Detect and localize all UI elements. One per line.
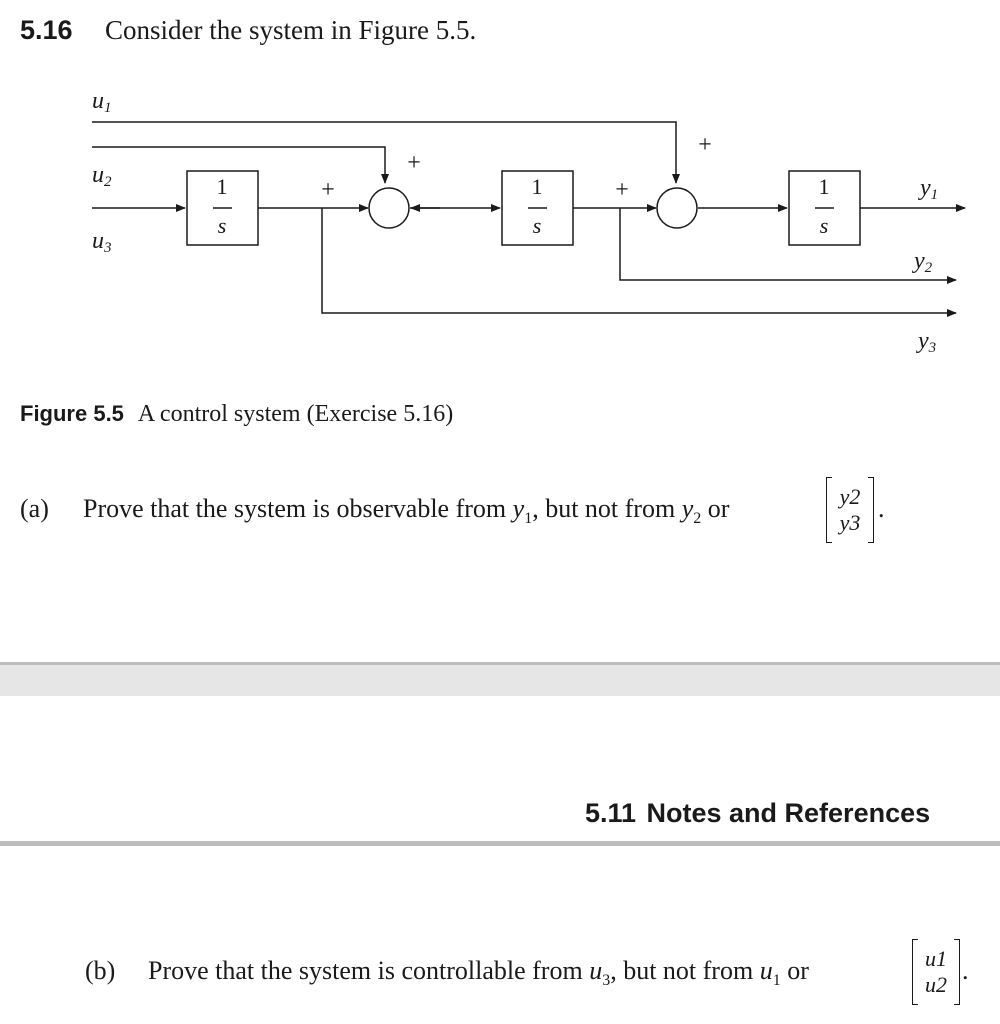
block2-numerator: 1 xyxy=(531,174,543,199)
page-separator-band xyxy=(0,664,1000,696)
summing-junction-1 xyxy=(369,188,409,228)
part-a-sub1: 1 xyxy=(524,510,533,528)
part-a-var1: y xyxy=(512,494,525,523)
part-a-period: . xyxy=(878,494,885,523)
y3-label: y3 xyxy=(918,328,937,356)
part-a-marker: (a) xyxy=(20,494,49,523)
exercise-statement: Consider the system in Figure 5.5. xyxy=(105,15,477,45)
figure-caption xyxy=(20,401,453,428)
block3-denominator: s xyxy=(819,213,829,238)
part-b-mid: , but not from xyxy=(610,956,754,985)
block1-numerator: 1 xyxy=(216,174,228,199)
u1-signal-line xyxy=(92,122,676,183)
y1-label: y1 xyxy=(920,175,939,203)
part-a-sub2: 2 xyxy=(693,510,702,528)
block3-numerator: 1 xyxy=(818,174,830,199)
part-b-period: . xyxy=(962,956,969,985)
part-b-or: or xyxy=(787,956,809,985)
u3-label: u3 xyxy=(92,228,112,256)
exercise-number: 5.16 xyxy=(20,15,73,45)
section-rule xyxy=(0,841,1000,846)
part-b-vector-entry-1: u1 xyxy=(925,946,947,971)
part-a-text: Prove that the system is observable from xyxy=(83,494,507,523)
page-separator-top-rule xyxy=(0,662,1000,665)
part-b-var1: u xyxy=(589,956,603,985)
section-number: 5.11 xyxy=(585,798,637,828)
block2-denominator: s xyxy=(532,213,542,238)
part-b-var2: u xyxy=(759,956,773,985)
u2-label: u2 xyxy=(92,162,112,190)
section-title: Notes and References xyxy=(646,798,931,828)
figure-caption-text: A control system (Exercise 5.16) xyxy=(137,401,454,427)
part-a-statement xyxy=(83,494,729,528)
block1-denominator: s xyxy=(217,213,227,238)
part-b-statement xyxy=(148,956,809,990)
part-b-marker: (b) xyxy=(85,956,116,985)
part-a-vector-entry-2: y3 xyxy=(839,510,861,535)
block-diagram xyxy=(0,70,1000,370)
sum1-plus-top: + xyxy=(407,150,421,176)
sum1-plus-left: + xyxy=(321,177,335,203)
part-b-vector-entry-2: u2 xyxy=(925,972,947,997)
y3-branch-line xyxy=(322,208,956,313)
figure-label: Figure 5.5 xyxy=(20,401,124,426)
part-a-mid: , but not from xyxy=(532,494,676,523)
y2-label: y2 xyxy=(914,248,933,276)
sum2-plus-left: + xyxy=(615,177,629,203)
part-b-input-vector xyxy=(912,939,960,1005)
part-b-text: Prove that the system is controllable from xyxy=(148,956,583,985)
part-b-sub1: 3 xyxy=(602,972,611,990)
part-a-output-vector xyxy=(826,477,874,543)
summing-junction-2 xyxy=(657,188,697,228)
part-a-vector-entry-1: y2 xyxy=(839,484,861,509)
section-heading xyxy=(585,798,930,829)
part-b-sub2: 1 xyxy=(772,972,781,990)
part-a-or: or xyxy=(707,494,730,523)
part-a-var2: y xyxy=(681,494,694,523)
sum2-plus-top: + xyxy=(698,132,712,158)
u1-label: u1 xyxy=(92,88,112,116)
